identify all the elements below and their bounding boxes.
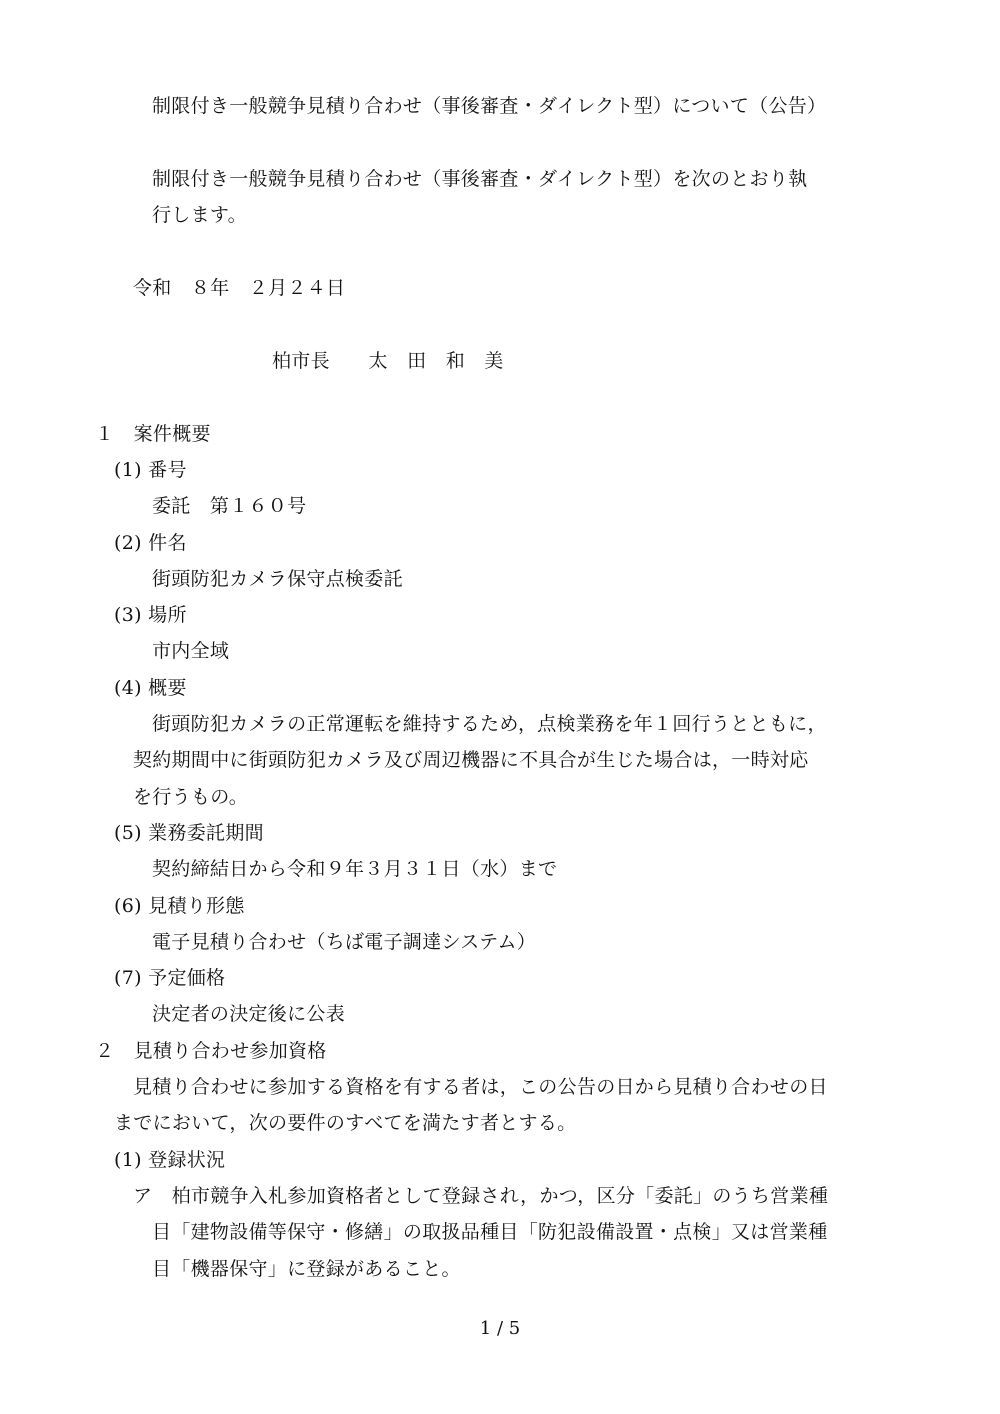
item-6-body: 電子見積り合わせ（ちば電子調達システム） <box>152 931 537 953</box>
signatory: 柏市長 太 田 和 美 <box>272 350 504 372</box>
item-5-label: (5) 業務委託期間 <box>114 822 264 844</box>
section-2-subheading: (1) 登録状況 <box>114 1149 226 1171</box>
intro-line-2: 行します。 <box>152 204 247 226</box>
item-7-body: 決定者の決定後に公表 <box>152 1003 346 1025</box>
page-number: 1 / 5 <box>479 1318 521 1339</box>
notice-title: 制限付き一般競争見積り合わせ（事後審査・ダイレクト型）について（公告） <box>152 95 827 117</box>
item-2-label: (2) 件名 <box>114 532 187 554</box>
item-1-label: (1) 番号 <box>114 459 187 481</box>
section-2-intro-1: 見積り合わせに参加する資格を有する者は，この公告の日から見積り合わせの日 <box>133 1076 828 1098</box>
item-6-label: (6) 見積り形態 <box>114 895 245 917</box>
item-7-label: (7) 予定価格 <box>114 967 226 989</box>
item-5-body: 契約締結日から令和９年３月３１日（水）まで <box>152 858 558 880</box>
section-2-heading: ２ 見積り合わせ参加資格 <box>95 1040 327 1062</box>
intro-line-1: 制限付き一般競争見積り合わせ（事後審査・ダイレクト型）を次のとおり執 <box>152 168 808 190</box>
item-4-body-2: 契約期間中に街頭防犯カメラ及び周辺機器に不具合が生じた場合は，一時対応 <box>133 749 809 771</box>
item-2-body: 街頭防犯カメラ保守点検委託 <box>152 568 403 590</box>
item-a-line-2: 目「建物設備等保守・修繕」の取扱品種目「防犯設備設置・点検」又は営業種 <box>152 1221 828 1243</box>
notice-date: 令和 ８年 ２月２４日 <box>133 277 346 299</box>
section-1-heading: １ 案件概要 <box>95 423 211 445</box>
item-a-line-3: 目「機器保守」に登録があること。 <box>152 1258 461 1280</box>
item-4-body-1: 街頭防犯カメラの正常運転を維持するため，点検業務を年１回行うとともに， <box>152 713 827 735</box>
item-1-body: 委託 第１６０号 <box>152 495 307 517</box>
item-a-line-1: ア 柏市競争入札参加資格者として登録され，かつ，区分「委託」のうち営業種 <box>133 1185 829 1207</box>
item-3-body: 市内全域 <box>152 640 230 662</box>
item-4-body-3: を行うもの。 <box>133 786 249 808</box>
section-2-intro-2: までにおいて，次の要件のすべてを満たす者とする。 <box>114 1112 577 1134</box>
item-4-label: (4) 概要 <box>114 677 187 699</box>
item-3-label: (3) 場所 <box>114 604 187 626</box>
